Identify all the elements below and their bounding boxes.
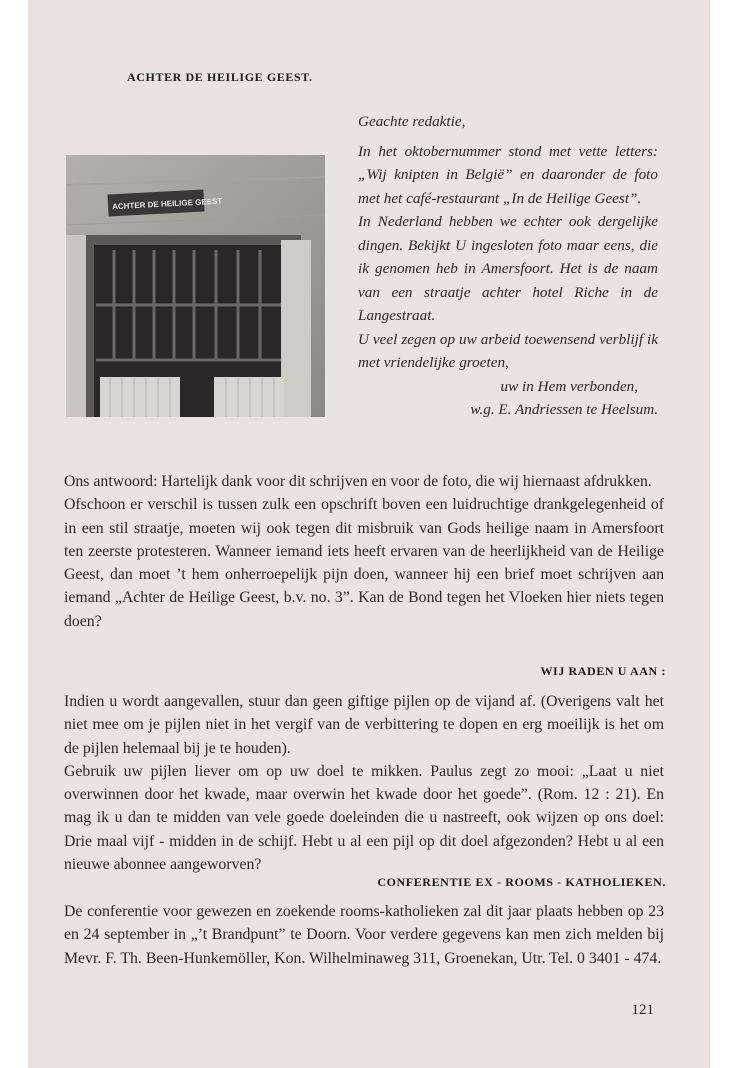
editorial-answer — [64, 470, 664, 633]
photo-sign-text: ACHTER DE HEILIGE GEEST — [111, 196, 223, 212]
advice-heading: WIJ RADEN U AAN : — [540, 664, 666, 678]
photo-image — [66, 155, 325, 417]
letter-paragraph: U veel zegen op uw arbeid toewensend verblijf ik met vriendelijke groeten, — [358, 330, 658, 371]
letter-signature: w.g. E. Andriessen te Heelsum. — [470, 401, 658, 418]
letter-salutation: Geachte redaktie, — [358, 113, 466, 130]
article-heading: ACHTER DE HEILIGE GEEST. — [127, 70, 313, 84]
conference-section — [64, 900, 664, 970]
answer-paragraph: Ofschoon er verschil is tussen zulk een opschrift boven een luidruchtige drankgelegenheid of in een stil straatje, moeten wij ook tegen dit misbruik van Gods heilige naam in Amersfoort ten zeerste protesteren. Wanneer iemand iets heeft ervaren van de heerlijkheid van de Heilige Geest, dan moet ’t hem onherroepelijk pijn doen, wanneer hij een brief moet schrijven aan iemand „Achter de Heilige Geest, b.v. no. 3”. Kan de Bond tegen het Vloeken hier niets tegen doen? — [64, 496, 664, 630]
advice-section — [64, 690, 664, 876]
street-sign-photo — [66, 155, 325, 417]
advice-paragraph: Indien u wordt aangevallen, stuur dan geen giftige pijlen op de vijand af. (Overigens valt het niet mee om je pijlen niet in het vergif van de verbittering te dopen en erg moeilijk is het om de pijlen helemaal bij je te houden). — [64, 693, 664, 757]
magazine-page — [28, 0, 710, 1068]
page-number: 121 — [631, 1002, 654, 1018]
answer-paragraph: Ons antwoord: Hartelijk dank voor dit schrijven en voor de foto, die wij hiernaast afdrukken. — [64, 473, 652, 490]
conference-paragraph: De conferentie voor gewezen en zoekende rooms-katholieken zal dit jaar plaats hebben op 23 en 24 september in „’t Brandpunt” te Doorn. Voor verdere gegevens kan men zich melden bij Mevr. F. Th. Been-Hunkemöller, Kon. Wilhelminaweg 311, Groenekan, Utr. Tel. 0 3401 - 474. — [64, 903, 664, 967]
letter-paragraph: In het oktobernummer stond met vette letters: „Wij knipten in België” en daaronder de foto met het café-restaurant „In de Heilige Geest”. — [358, 142, 658, 207]
advice-paragraph: Gebruik uw pijlen liever om op uw doel te mikken. Paulus zegt zo mooi: „Laat u niet overwinnen door het kwade, maar overwin het kwade door het goede”. (Rom. 12 : 21). En mag ik u dan te midden van vele goede doeleinden die u nastreeft, ook wijzen op ons doel: Drie maal vijf - midden in de schijf. Hebt u al een pijl op dit doel afgezonden? Hebt u al een nieuwe abonnee aangeworven? — [64, 762, 664, 874]
letter-closing: uw in Hem verbonden, — [500, 377, 638, 395]
conference-heading: CONFERENTIE EX - ROOMS - KATHOLIEKEN. — [377, 875, 666, 889]
reader-letter — [358, 110, 658, 422]
letter-paragraph: In Nederland hebben we echter ook dergelijke dingen. Bekijkt U ingesloten foto maar eens, die ik genomen heb in Amersfoort. Het is de naam van een straatje achter hotel Riche in de Langestraat. — [358, 213, 658, 324]
